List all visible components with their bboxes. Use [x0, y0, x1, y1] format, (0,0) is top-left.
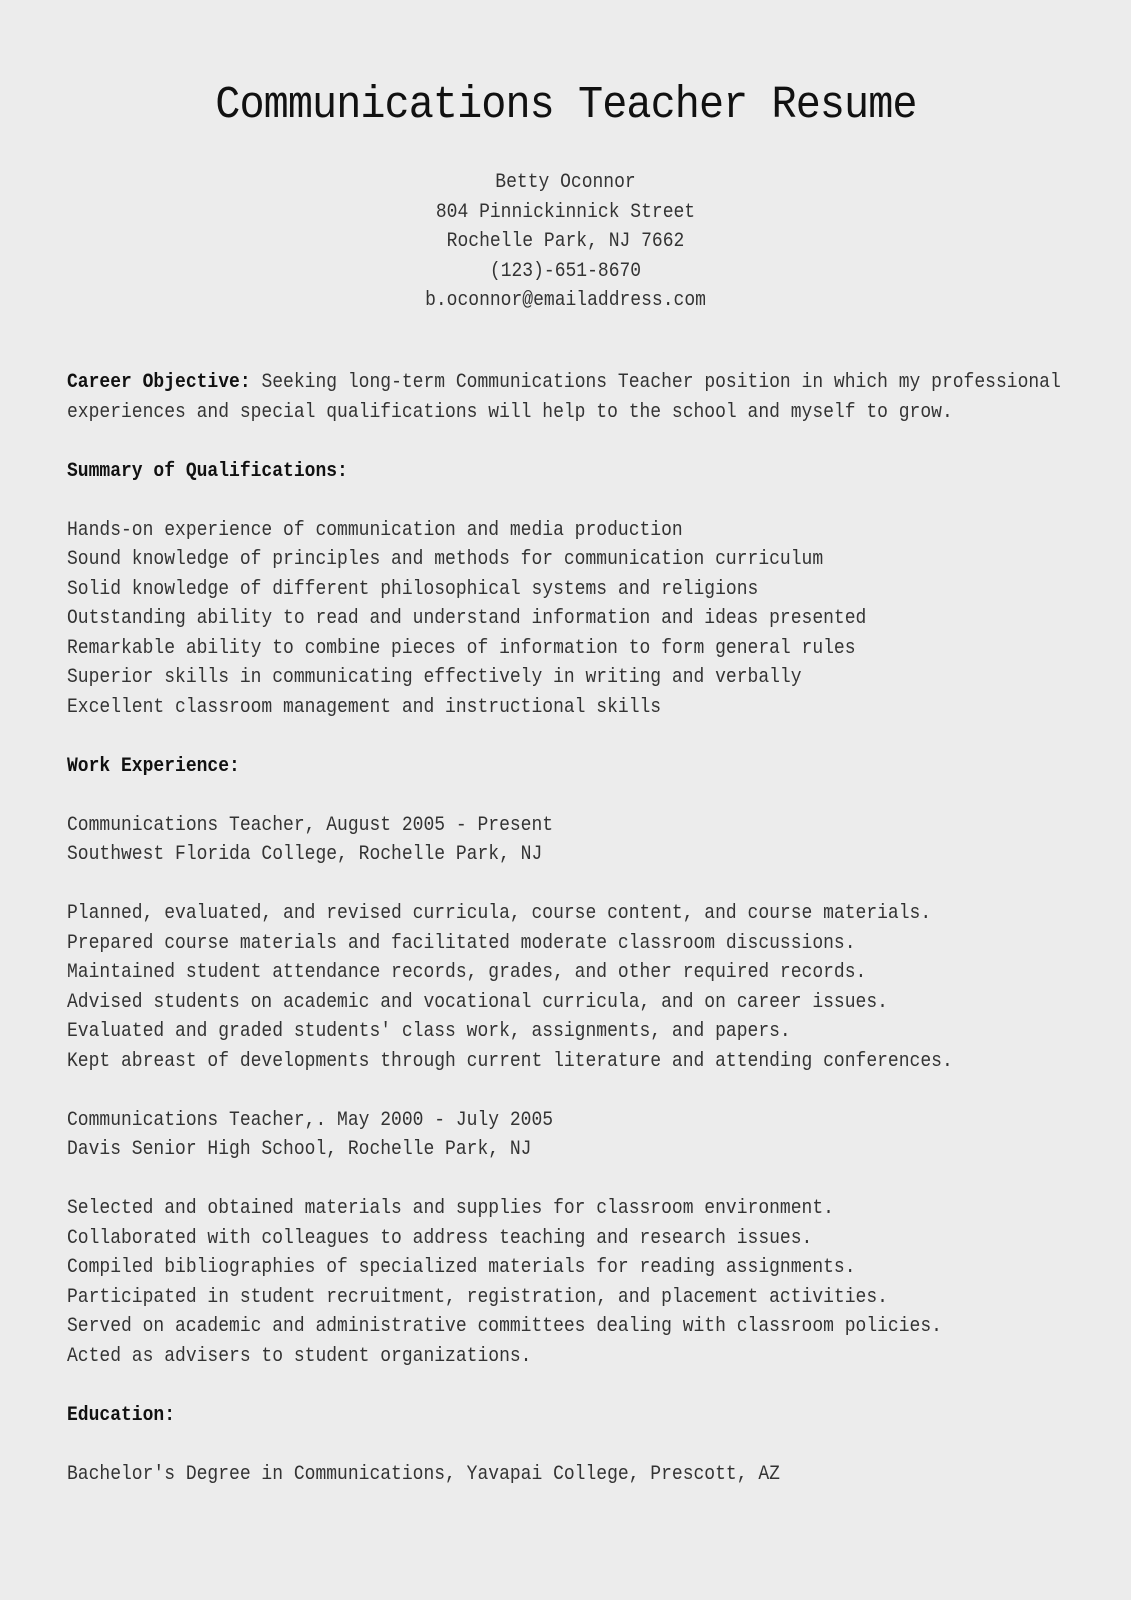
section-heading-work-experience: Work Experience: [67, 754, 240, 778]
section-heading-education: Education: [67, 1403, 176, 1427]
contact-name: Betty Oconnor [495, 171, 636, 194]
contact-block [0, 168, 1131, 316]
page-title: Communications Teacher Resume [215, 80, 917, 131]
job-duty: Selected and obtained materials and supplies for classroom environment. [67, 1197, 834, 1220]
summary-item: Solid knowledge of different philosophical systems and religions [67, 577, 759, 601]
job-duty: Served on academic and administrative committees dealing with classroom policies. [67, 1315, 942, 1338]
job-title-line: Communications Teacher, August 2005 - Present [67, 813, 554, 837]
education-item: Bachelor's Degree in Communications, Yavapai College, Prescott, AZ [67, 1462, 780, 1486]
job-duty: Prepared course materials and facilitated moderate classroom discussions. [67, 931, 856, 955]
summary-item: Hands-on experience of communication and media production [67, 518, 683, 542]
summary-item: Remarkable ability to combine pieces of information to form general rules [67, 636, 856, 660]
job-duty: Evaluated and graded students' class work, assignments, and papers. [67, 1020, 791, 1043]
summary-item: Superior skills in communicating effectively in writing and verbally [67, 666, 802, 689]
contact-street: 804 Pinnickinnick Street [435, 200, 696, 224]
job-employer-line: Davis Senior High School, Rochelle Park, NJ [67, 1138, 532, 1161]
job-duty: Acted as advisers to student organizations. [67, 1344, 532, 1368]
contact-email: b.oconnor@emailaddress.com [425, 289, 706, 312]
career-objective-text-1: Seeking long-term Communications Teacher position in which my professional [250, 371, 1061, 394]
career-objective-label: Career Objective: [67, 371, 251, 394]
resume-body [67, 368, 1061, 1489]
career-objective-line-1 [67, 368, 1061, 398]
summary-item: Sound knowledge of principles and methods for communication curriculum [67, 548, 824, 571]
section-heading-summary: Summary of Qualifications: [67, 459, 348, 483]
job-duty: Planned, evaluated, and revised curricula, course content, and course materials. [67, 902, 932, 925]
job-duty: Kept abreast of developments through current literature and attending conferences. [67, 1049, 953, 1073]
job-duty: Maintained student attendance records, grades, and other required records. [67, 961, 867, 984]
career-objective-line-2: experiences and special qualifications will help to the school and myself to grow. [67, 400, 953, 424]
job-duty: Collaborated with colleagues to address teaching and research issues. [67, 1226, 813, 1250]
job-duty: Participated in student recruitment, registration, and placement activities. [67, 1285, 888, 1309]
job-employer-line: Southwest Florida College, Rochelle Park, NJ [67, 843, 543, 866]
contact-city-state-zip: Rochelle Park, NJ 7662 [446, 230, 685, 253]
summary-item: Outstanding ability to read and understand information and ideas presented [67, 607, 867, 630]
job-duty: Compiled bibliographies of specialized materials for reading assignments. [67, 1256, 856, 1279]
job-title-line: Communications Teacher,. May 2000 - July 2005 [67, 1108, 554, 1132]
summary-item: Excellent classroom management and instructional skills [67, 695, 662, 719]
job-duty: Advised students on academic and vocational curricula, and on career issues. [67, 990, 888, 1014]
contact-phone: (123)-651-8670 [489, 259, 642, 283]
